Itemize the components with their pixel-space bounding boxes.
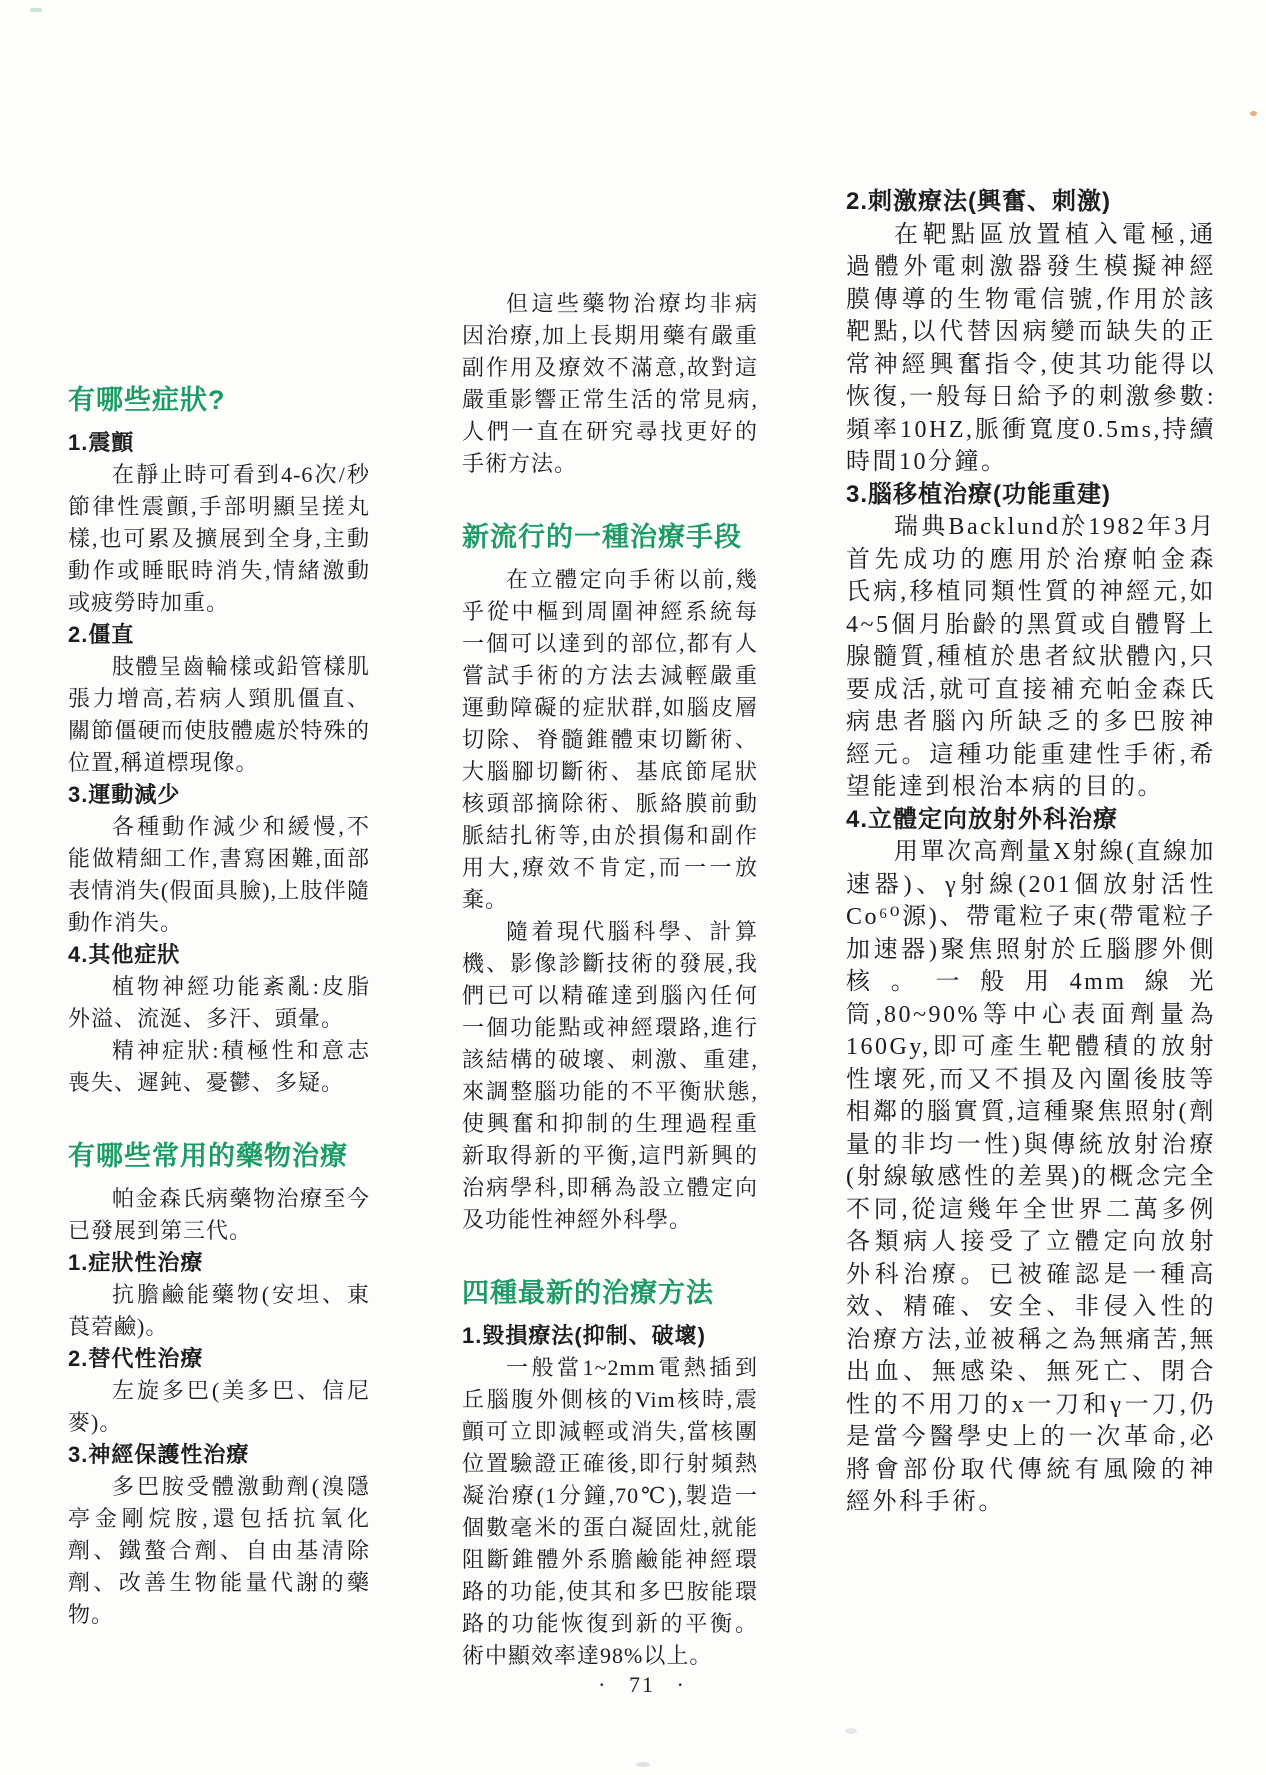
subheading-stimulation-therapy: 2.刺激療法(興奮、刺激) (846, 188, 1111, 215)
subheading-brain-transplant: 3.腦移植治療(功能重建) (846, 480, 1111, 508)
paragraph: 植物神經功能紊亂:皮脂外溢、流涎、多汗、頭暈。 (68, 974, 370, 1031)
paragraph: 肢體呈齒輪樣或鉛管樣肌張力增高,若病人頸肌僵直、關節僵硬而使肢體處於特殊的位置,稱道標現像。 (68, 654, 370, 775)
page-number: · 71 · (598, 1672, 686, 1697)
subheading-neuroprotective-therapy: 3.神經保護性治療 (68, 1442, 250, 1467)
print-artifact (30, 8, 42, 12)
section-heading-four-methods: 四種最新的治療方法 (462, 1278, 714, 1308)
paragraph: 多巴胺受體激動劑(溴隱亭金剛烷胺,還包括抗氧化劑、鐵螯合劑、自由基清除劑、改善生物能量代謝的藥物。 (68, 1474, 370, 1627)
paragraph: 抗膽鹼能藥物(安坦、東莨菪鹼)。 (68, 1282, 370, 1339)
section-heading-symptoms: 有哪些症狀? (68, 385, 226, 415)
paragraph: 帕金森氏病藥物治療至今已發展到第三代。 (68, 1186, 370, 1243)
subheading-stereotactic-radiosurgery: 4.立體定向放射外科治療 (846, 805, 1119, 833)
column-middle (462, 288, 758, 1672)
paragraph: 精神症狀:積極性和意志喪失、遲鈍、憂鬱、多疑。 (68, 1038, 370, 1095)
print-artifact (845, 1728, 857, 1734)
paragraph: 在立體定向手術以前,幾乎從中樞到周圍神經系統每一個可以達到的部位,都有人嘗試手術的方法去減輕嚴重運動障礙的症狀群,如腦皮層切除、脊髓錐體束切斷術、大腦腳切斷術、基底節尾狀核頭部摘除術、脈絡膜前動脈結扎術等,由於損傷和副作用大,療效不肯定,而一一放棄。 (462, 567, 758, 912)
subheading-other-symptoms: 4.其他症狀 (68, 942, 181, 967)
subheading-hypokinesia: 3.運動減少 (68, 782, 181, 807)
subheading-lesion-therapy: 1.毀損療法(抑制、破壞) (462, 1323, 707, 1348)
paragraph: 在靶點區放置植入電極,通過體外電刺激器發生模擬神經膜傳導的生物電信號,作用於該靶點,以代替因病變而缺失的正常神經興奮指令,使其功能得以恢復,一般每日給予的刺激參數:頻率10HZ,脈衝寬度0.5ms,持續時間10分鐘。 (846, 221, 1216, 475)
subheading-rigidity: 2.僵直 (68, 622, 135, 647)
section-heading-drug-therapy: 有哪些常用的藥物治療 (68, 1141, 348, 1171)
paragraph: 在靜止時可看到4-6次/秒節律性震顫,手部明顯呈搓丸樣,也可累及擴展到全身,主動動作或睡眠時消失,情緒激動或疲勞時加重。 (68, 462, 370, 615)
paragraph: 用單次高劑量X射線(直線加速器)、γ射線(201個放射活性Co⁶⁰源)、帶電粒子束(帶電粒子加速器)聚焦照射於丘腦膠外側核。一般用4mm線光筒,80~90%等中心表面劑量為160Gy,即可產生靶體積的放射性壞死,而又不損及內圍後肢等相鄰的腦實質,這種聚焦照射(劑量的非均一性)與傳統放射治療(射線敏感性的差異)的概念完全不同,從這幾年全世界二萬多例各類病人接受了立體定向放射外科治療。已被確認是一種高效、精確、安全、非侵入性的治療方法,並被稱之為無痛苦,無出血、無感染、無死亡、閉合性的不用刀的x一刀和γ一刀,仍是當今醫學史上的一次革命,必將會部份取代傳統有風險的神經外科手術。 (846, 839, 1216, 1515)
column-left (68, 383, 370, 1631)
subheading-symptomatic-therapy: 1.症狀性治療 (68, 1250, 204, 1275)
print-artifact (1250, 111, 1257, 116)
subheading-tremor: 1.震顫 (68, 430, 135, 455)
print-artifact (636, 1762, 650, 1767)
section-heading-new-treatment: 新流行的一種治療手段 (462, 522, 742, 552)
paragraph: 瑞典Backlund於1982年3月首先成功的應用於治療帕金森氏病,移植同類性質的神經元,如4~5個月胎齡的黑質或自體腎上腺髓質,種植於患者紋狀體內,只要成活,就可直接補充帕金森氏病患者腦內所缺乏的多巴胺神經元。這種功能重建性手術,希望能達到根治本病的目的。 (846, 514, 1216, 800)
column-right (846, 186, 1216, 1519)
paragraph: 各種動作減少和緩慢,不能做精細工作,書寫困難,面部表情消失(假面具臉),上肢伴隨動作消失。 (68, 814, 370, 935)
paragraph: 隨着現代腦科學、計算機、影像診斷技術的發展,我們已可以精確達到腦內任何一個功能點或神經環路,進行該結構的破壞、刺激、重建,來調整腦功能的不平衡狀態,使興奮和抑制的生理過程重新取得新的平衡,這門新興的治病學科,即稱為設立體定向及功能性神經外科學。 (462, 919, 758, 1232)
subheading-replacement-therapy: 2.替代性治療 (68, 1346, 204, 1371)
paragraph: 左旋多巴(美多巴、信尼麥)。 (68, 1378, 370, 1435)
paragraph: 但這些藥物治療均非病因治療,加上長期用藥有嚴重副作用及療效不滿意,故對這嚴重影響正常生活的常見病,人們一直在研究尋找更好的手術方法。 (462, 291, 758, 476)
paragraph: 一般當1~2mm電熱插到丘腦腹外側核的Vim核時,震顫可立即減輕或消失,當核團位置驗證正確後,即行射頻熱凝治療(1分鐘,70℃),製造一個數毫米的蛋白凝固灶,就能阻斷錐體外系膽鹼能神經環路的功能,使其和多巴胺能環路的功能恢復到新的平衡。術中顯效率達98%以上。 (462, 1355, 758, 1668)
